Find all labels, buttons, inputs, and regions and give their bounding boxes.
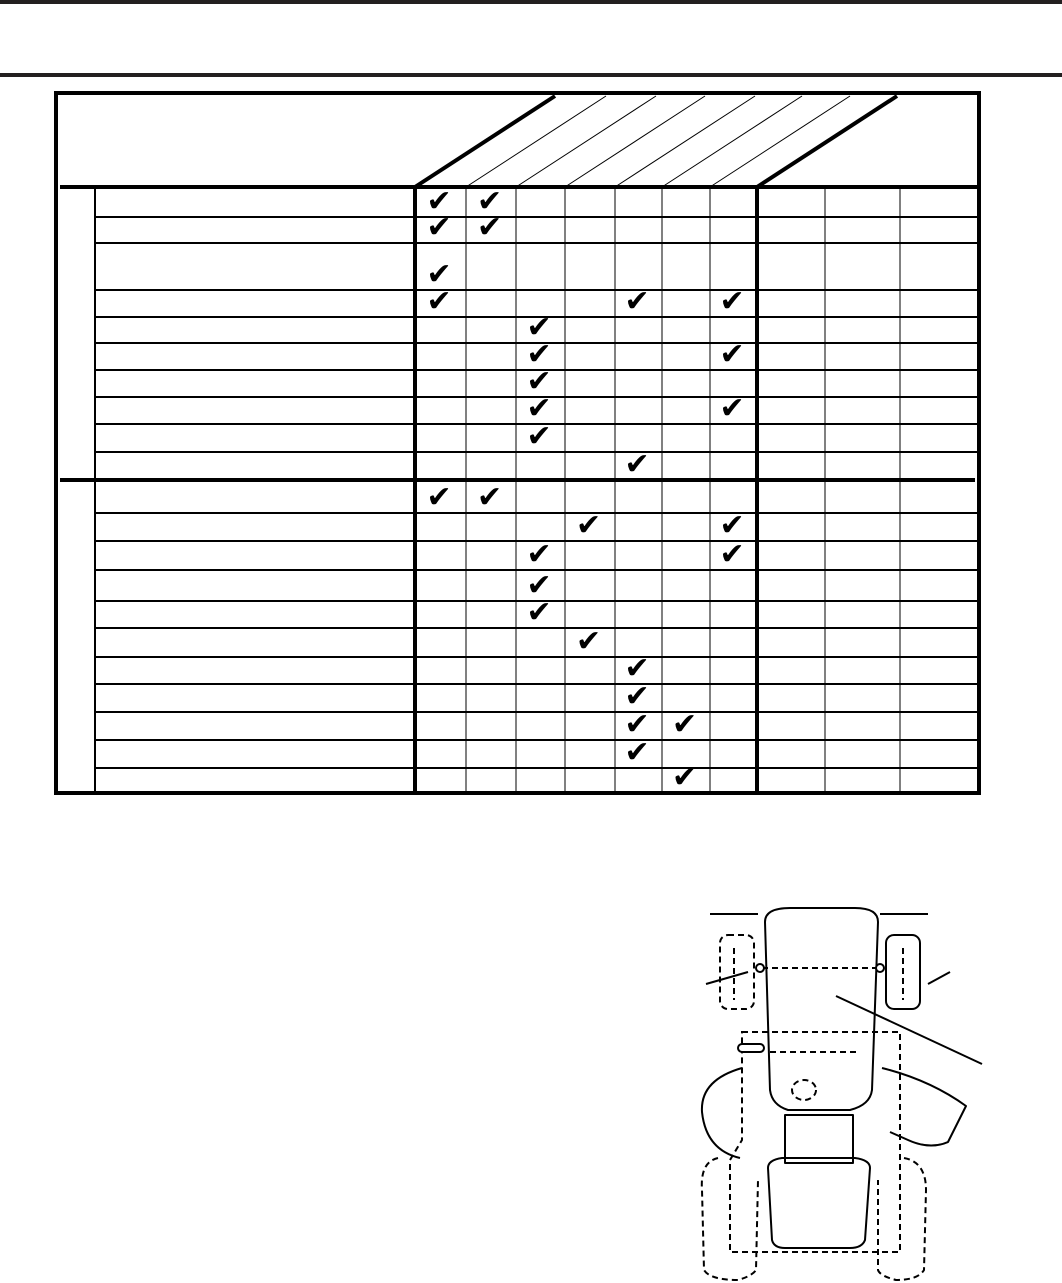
check-mark-icon: ✔ bbox=[477, 210, 503, 245]
check-mark-icon: ✔ bbox=[672, 760, 698, 795]
check-mark-icon: ✔ bbox=[526, 419, 552, 454]
check-mark-icon: ✔ bbox=[719, 391, 745, 426]
check-mark-icon: ✔ bbox=[719, 284, 745, 319]
check-mark-icon: ✔ bbox=[477, 184, 503, 219]
leader-hood bbox=[836, 996, 982, 1064]
check-mark-icon: ✔ bbox=[526, 537, 552, 572]
steering-column bbox=[785, 1115, 853, 1163]
check-mark-icon: ✔ bbox=[477, 480, 503, 515]
pedal-hidden bbox=[792, 1080, 816, 1100]
frame-hidden bbox=[730, 1032, 900, 1252]
hood-outline bbox=[765, 908, 878, 1110]
check-mark-icon: ✔ bbox=[624, 707, 650, 742]
check-mark-icon: ✔ bbox=[426, 284, 452, 319]
seat-outline bbox=[768, 1158, 870, 1248]
check-mark-icon: ✔ bbox=[672, 707, 698, 742]
leader-left bbox=[706, 972, 748, 984]
check-mark-icon: ✔ bbox=[719, 337, 745, 372]
check-mark-icon: ✔ bbox=[526, 364, 552, 399]
deck-left bbox=[702, 1068, 742, 1158]
check-mark-icon: ✔ bbox=[526, 310, 552, 345]
front-left-tire-hidden bbox=[720, 935, 754, 1009]
check-mark-icon: ✔ bbox=[526, 337, 552, 372]
rear-right-tire-hidden bbox=[878, 1158, 926, 1280]
check-mark-icon: ✔ bbox=[719, 508, 745, 543]
check-mark-icon: ✔ bbox=[526, 568, 552, 603]
check-mark-icon: ✔ bbox=[426, 257, 452, 292]
check-mark-icon: ✔ bbox=[624, 284, 650, 319]
header-slant-left bbox=[415, 96, 555, 187]
header-slant-4 bbox=[615, 96, 755, 187]
check-mark-icon: ✔ bbox=[526, 391, 552, 426]
lawn-tractor-top-view-icon bbox=[690, 900, 990, 1283]
pivot-right bbox=[876, 964, 884, 972]
lever-handle bbox=[738, 1044, 764, 1052]
check-mark-icon: ✔ bbox=[624, 679, 650, 714]
check-mark-icon: ✔ bbox=[624, 447, 650, 482]
header-slant-right bbox=[757, 96, 897, 187]
check-mark-icon: ✔ bbox=[426, 184, 452, 219]
check-mark-icon: ✔ bbox=[426, 210, 452, 245]
check-mark-icon: ✔ bbox=[624, 735, 650, 770]
pivot-left bbox=[756, 964, 764, 972]
check-mark-icon: ✔ bbox=[719, 537, 745, 572]
check-mark-icon: ✔ bbox=[576, 624, 602, 659]
discharge-chute bbox=[882, 1068, 966, 1146]
check-mark-icon: ✔ bbox=[624, 651, 650, 686]
check-mark-icon: ✔ bbox=[426, 480, 452, 515]
check-mark-icon: ✔ bbox=[576, 508, 602, 543]
leader-right bbox=[928, 972, 950, 984]
check-mark-icon: ✔ bbox=[526, 595, 552, 630]
table-frame bbox=[56, 93, 979, 793]
